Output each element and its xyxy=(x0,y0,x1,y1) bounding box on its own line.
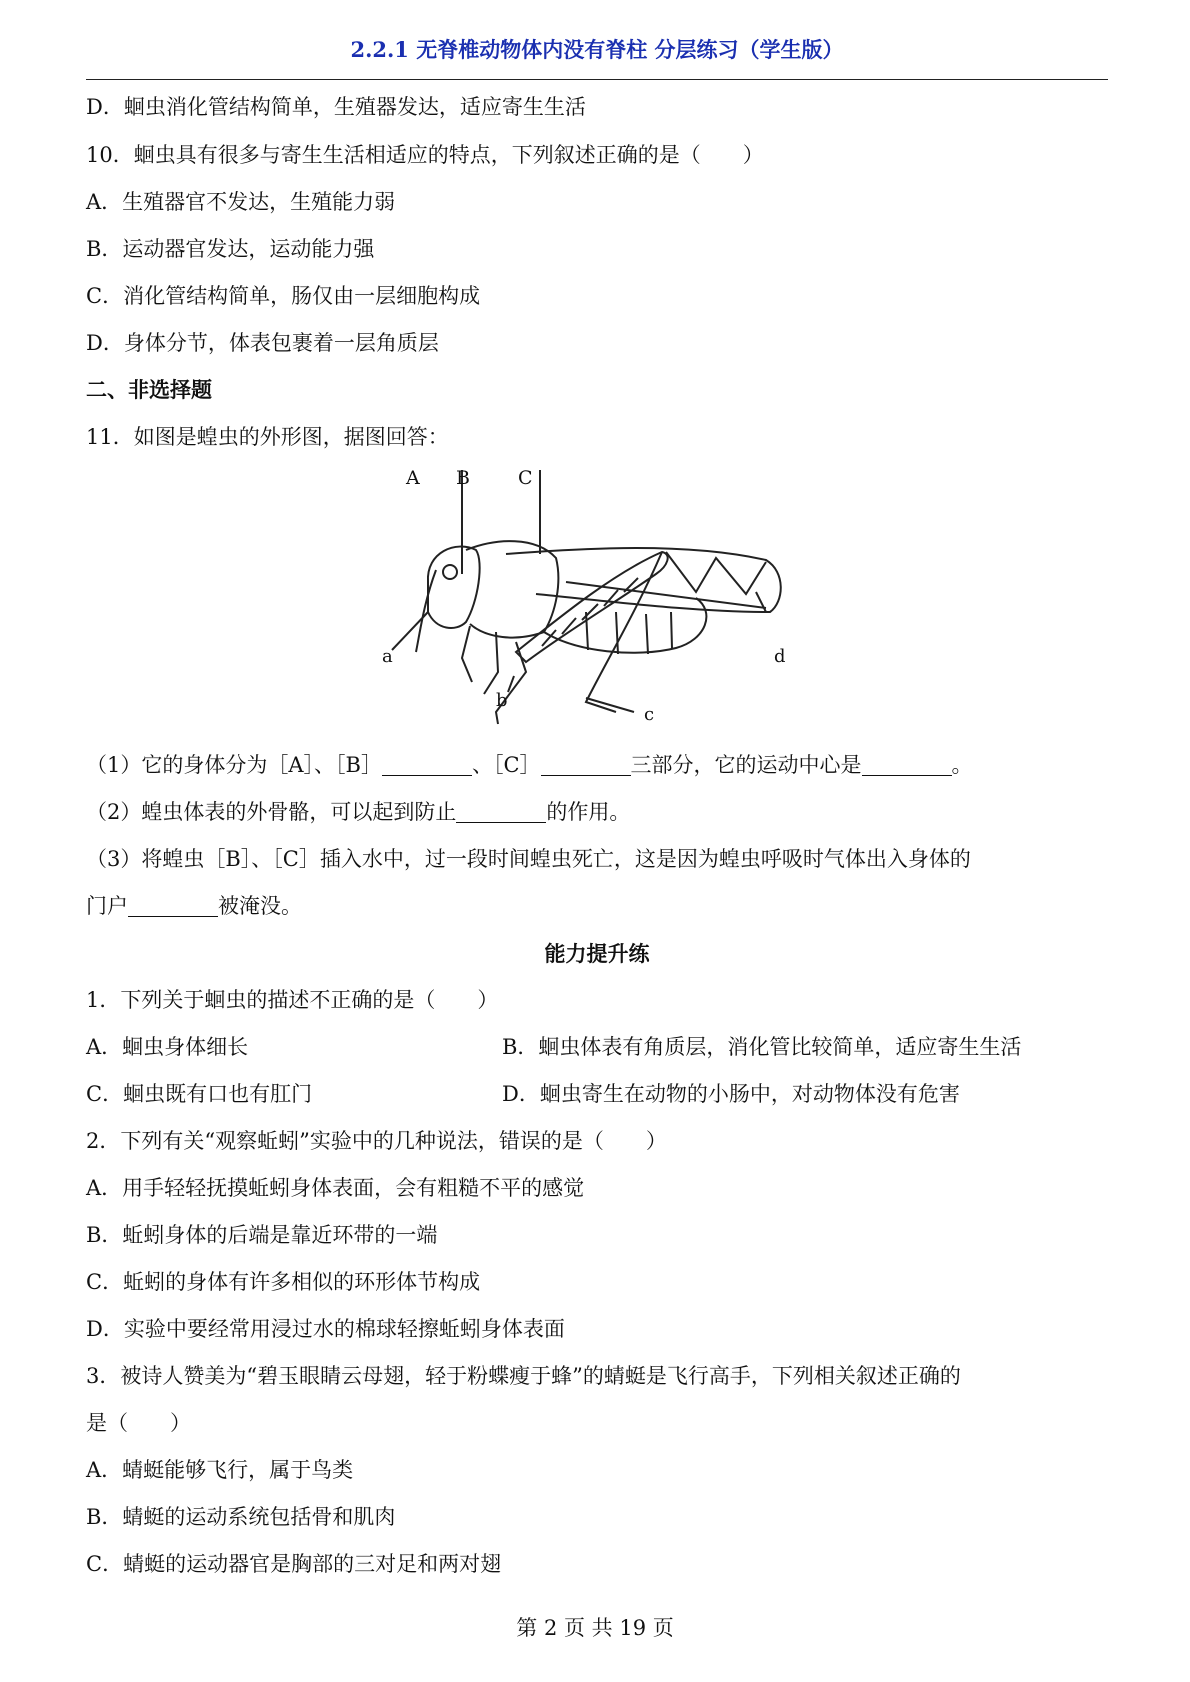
p1-option-b: B．蛔虫体表有角质层，消化管比较简单，适应寄生生活 xyxy=(502,1035,1022,1059)
page-header-title: 2.2.1 无脊椎动物体内没有脊柱 分层练习（学生版） xyxy=(350,37,844,62)
p2-option-a: A．用手轻轻抚摸蚯蚓身体表面，会有粗糙不平的感觉 xyxy=(86,1176,585,1200)
p2-option-d: D．实验中要经常用浸过水的棉球轻擦蚯蚓身体表面 xyxy=(86,1317,565,1341)
q11-part3-text-c: 被淹没。 xyxy=(218,894,302,918)
p1-stem: 1．下列关于蛔虫的描述不正确的是（ ） xyxy=(86,988,499,1012)
p1-option-a: A．蛔虫身体细长 xyxy=(86,1035,249,1059)
p3-option-b: B．蜻蜓的运动系统包括骨和肌肉 xyxy=(86,1505,396,1529)
section-heading-non-choice: 二、非选择题 xyxy=(86,377,212,402)
q11-part2-text-b: 的作用。 xyxy=(546,800,631,824)
q11-part2 xyxy=(86,797,630,827)
q10-option-b: B．运动器官发达，运动能力强 xyxy=(86,237,375,261)
p3-stem-line1: 3．被诗人赞美为“碧玉眼睛云母翅，轻于粉蝶瘦于蜂”的蜻蜓是飞行高手，下列相关叙述正确的 xyxy=(86,1364,961,1388)
q10-stem: 10．蛔虫具有很多与寄生生活相适应的特点，下列叙述正确的是（ ） xyxy=(86,143,764,167)
q11-part3-line2 xyxy=(86,891,302,921)
grasshopper-diagram xyxy=(366,462,846,732)
q11-part1-text-c: 三部分，它的运动中心是 xyxy=(630,753,862,777)
q11-part1 xyxy=(86,750,973,780)
figure-label-c: c xyxy=(644,704,655,725)
p2-stem: 2．下列有关“观察蚯蚓”实验中的几种说法，错误的是（ ） xyxy=(86,1129,667,1153)
q11-part2-text-a: （2）蝗虫体表的外骨骼，可以起到防止 xyxy=(86,800,457,824)
figure-label-A: A xyxy=(406,467,420,489)
p3-option-c: C．蜻蜓的运动器官是胸部的三对足和两对翅 xyxy=(86,1552,502,1576)
answer-blank[interactable] xyxy=(541,753,631,776)
q11-part3-line1: （3）将蝗虫［B］、［C］插入水中，过一段时间蝗虫死亡，这是因为蝗虫呼吸时气体出入身体的 xyxy=(86,847,971,871)
answer-blank[interactable] xyxy=(862,753,952,776)
p1-option-d: D．蛔虫寄生在动物的小肠中，对动物体没有危害 xyxy=(502,1082,960,1106)
answer-blank[interactable] xyxy=(382,753,472,776)
p1-option-c: C．蛔虫既有口也有肛门 xyxy=(86,1082,313,1106)
q9-option-d: D．蛔虫消化管结构简单，生殖器发达，适应寄生生活 xyxy=(86,95,586,119)
p2-option-b: B．蚯蚓身体的后端是靠近环带的一端 xyxy=(86,1223,438,1247)
q11-stem: 11．如图是蝗虫的外形图，据图回答： xyxy=(86,425,449,449)
p3-option-a: A．蜻蜓能够飞行，属于鸟类 xyxy=(86,1458,354,1482)
p2-option-c: C．蚯蚓的身体有许多相似的环形体节构成 xyxy=(86,1270,481,1294)
answer-blank[interactable] xyxy=(456,800,546,823)
q11-part1-text-a: （1）它的身体分为［A］、［B］ xyxy=(86,753,382,777)
q10-option-c: C．消化管结构简单，肠仅由一层细胞构成 xyxy=(86,284,481,308)
page-footer: 第 2 页 共 19 页 xyxy=(516,1616,674,1640)
figure-label-C: C xyxy=(518,467,533,489)
answer-blank[interactable] xyxy=(128,894,218,917)
q10-option-d: D．身体分节，体表包裹着一层角质层 xyxy=(86,331,439,355)
q11-part1-text-b: 、［C］ xyxy=(471,753,541,777)
section-title-ability: 能力提升练 xyxy=(544,941,650,966)
q11-part1-text-d: 。 xyxy=(951,753,973,777)
q10-option-a: A．生殖器官不发达，生殖能力弱 xyxy=(86,190,396,214)
q11-part3-text-b: 门户 xyxy=(86,894,128,918)
figure-label-B: B xyxy=(456,467,470,489)
header-divider xyxy=(86,79,1108,80)
figure-label-a: a xyxy=(382,646,393,667)
figure-label-b: b xyxy=(496,690,508,711)
p3-stem-line2: 是（ ） xyxy=(86,1411,191,1435)
figure-label-d: d xyxy=(774,646,786,667)
